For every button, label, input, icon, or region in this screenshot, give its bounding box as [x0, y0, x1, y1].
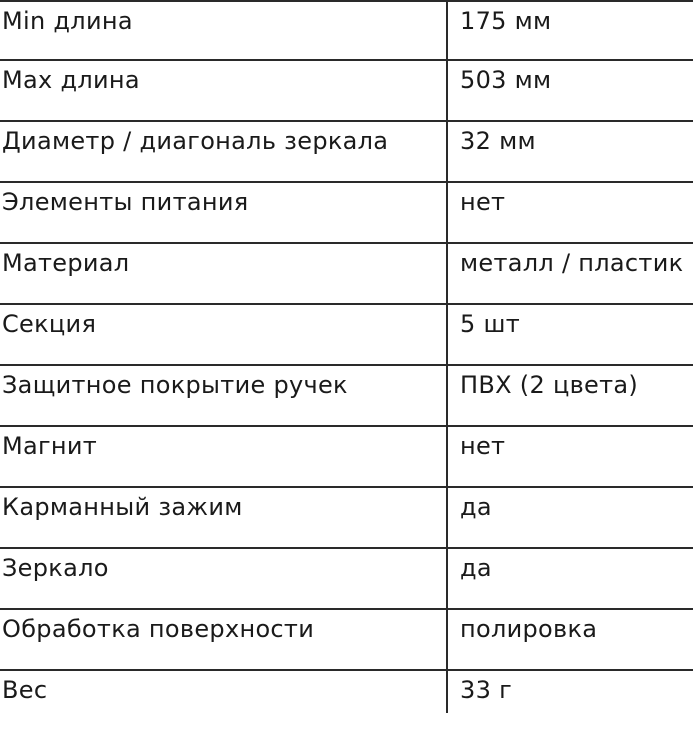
spec-value: нет — [460, 188, 506, 216]
table-row — [0, 610, 693, 671]
spec-value: 33 г — [460, 676, 512, 704]
table-row — [0, 0, 693, 61]
table-row — [0, 183, 693, 244]
spec-label: Обработка поверхности — [2, 615, 315, 643]
spec-label: Зеркало — [2, 554, 109, 582]
table-row — [0, 549, 693, 610]
spec-label: Секция — [2, 310, 97, 338]
spec-label: Диаметр / диагональ зеркала — [2, 127, 389, 155]
spec-value: да — [460, 493, 492, 521]
spec-label: Min длина — [2, 7, 133, 35]
spec-value: нет — [460, 432, 506, 460]
table-row — [0, 488, 693, 549]
spec-value: 503 мм — [460, 66, 552, 94]
table-row — [0, 366, 693, 427]
spec-label: Защитное покрытие ручек — [2, 371, 348, 399]
spec-value: 175 мм — [460, 7, 552, 35]
spec-label: Материал — [2, 249, 130, 277]
spec-label: Магнит — [2, 432, 98, 460]
spec-value: 5 шт — [460, 310, 521, 338]
spec-label: Max длина — [2, 66, 140, 94]
spec-label: Вес — [2, 676, 48, 704]
spec-value: да — [460, 554, 492, 582]
table-row — [0, 244, 693, 305]
table-row — [0, 427, 693, 488]
table-row — [0, 122, 693, 183]
table-row — [0, 305, 693, 366]
spec-label: Карманный зажим — [2, 493, 243, 521]
spec-value: 32 мм — [460, 127, 536, 155]
spec-value: ПВХ (2 цвета) — [460, 371, 639, 399]
table-row — [0, 61, 693, 122]
spec-label: Элементы питания — [2, 188, 249, 216]
spec-value: полировка — [460, 615, 598, 643]
spec-value: металл / пластик — [460, 249, 684, 277]
table-row — [0, 671, 693, 734]
